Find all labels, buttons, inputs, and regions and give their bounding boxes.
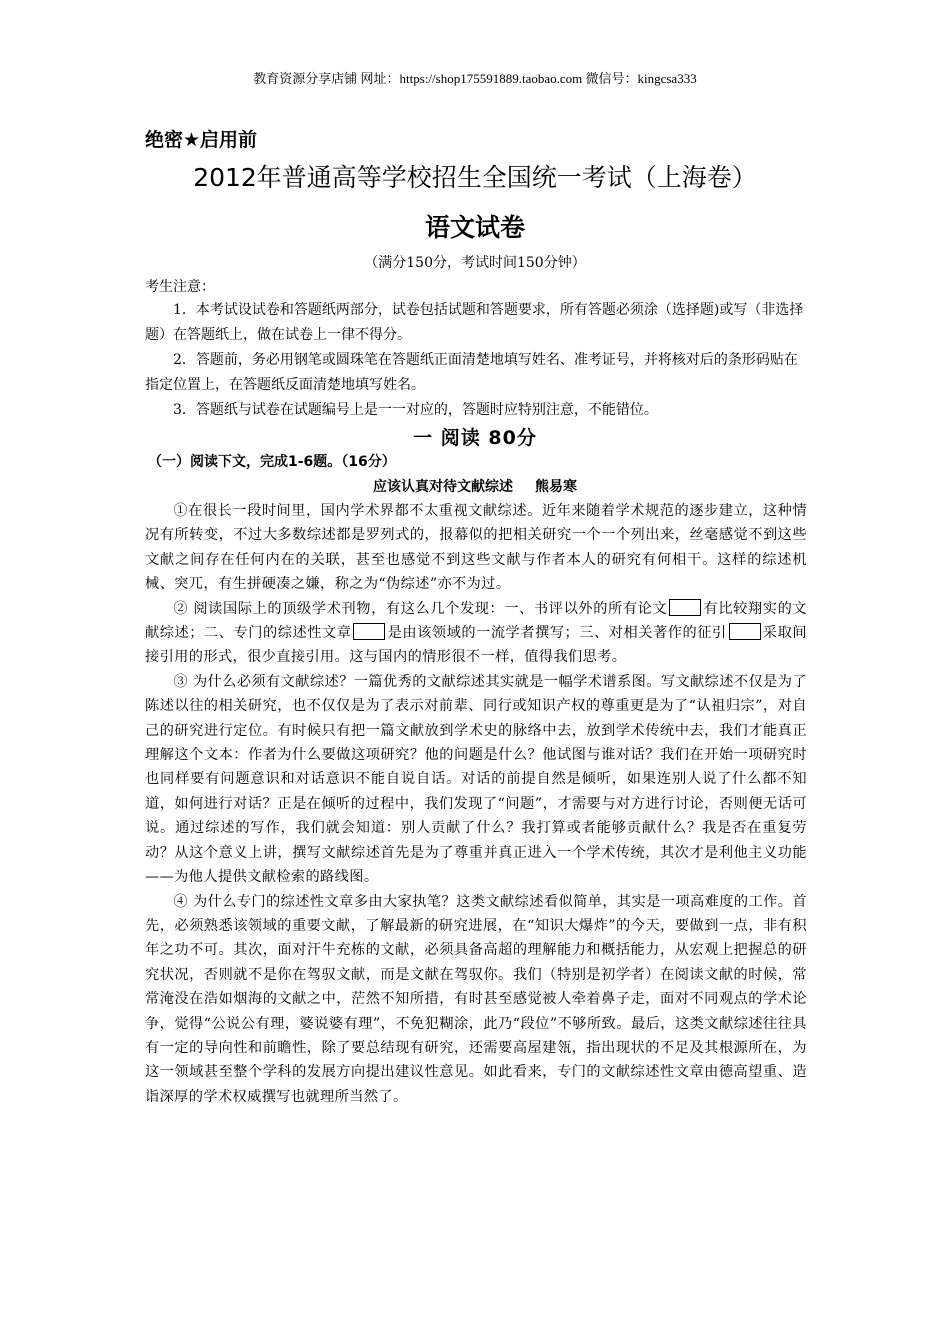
article-heading	[0, 476, 950, 496]
exam-title: 2012年普通高等学校招生全国统一考试（上海卷）	[193, 163, 757, 192]
article-paragraph-3: ③ 为什么必须有文献综述？一篇优秀的文献综述其实就是一幅学术谱系图。写文献综述不仅是为了陈述以往的相关研究，也不仅仅是为了表示对前辈、同行或知识产权的尊重更是为了“认祖归宗”，对自己的研究进行定位。有时候只有把一篇文献放到学术史的脉络中去，放到学术传统中去，我们才能真正理解这个文本：作者为什么要做这项研究？他的问题是什么？他试图与谁对话？我们在开始一项研究时也同样要有问题意识和对话意识不能自说自话。对话的前提自然是倾听，如果连别人说了什么都不知道，如何进行对话？正是在倾听的过程中，我们发现了“问题”，才需要与对方进行讨论，否则便无话可说。通过综述的写作，我们就会知道：别人贡献了什么？我打算或者能够贡献什么？我是否在重复劳动？从这个意义上讲，撰写文献综述首先是为了尊重并真正进入一个学术传统，其次才是利他主义功能——为他人提供文献检索的路线图。	[145, 673, 807, 886]
article-paragraph-1: ①在很长一段时间里，国内学术界都不太重视文献综述。近年来随着学术规范的逐步建立，这种情况有所转变，不过大多数综述都是罗列式的，报幕似的把相关研究一个一个列出来，丝毫感觉不到这些文献之间存在任何内在的关联，甚至也感觉不到这些文献与作者本人的研究有何相干。这样的综述机械、突兀，有生拼硬凑之嫌，称之为“伪综述”亦不为过。	[145, 503, 807, 593]
article-author: 熊易寒	[535, 479, 577, 495]
secret-mark: 绝密★启用前	[145, 129, 258, 151]
section-title: 一 阅读 80分	[413, 427, 537, 449]
fill-blank-2	[353, 623, 385, 640]
notice-list	[145, 298, 807, 423]
p2-text-d: 采取间接引用的形式，很少直接引用。这与国内的情形很不一样，值得我们思考。	[145, 625, 808, 666]
article-title: 应该认真对待文献综述	[373, 479, 513, 495]
p2-text-a: ② 阅读国际上的顶级学术刊物，有这么几个发现：一、书评以外的所有论文	[173, 600, 668, 617]
score-note: （满分150分，考试时间150分钟）	[364, 255, 586, 271]
fill-blank-1	[669, 599, 701, 616]
shop-header: 教育资源分享店铺 网址：https://shop175591889.taobao.com 微信号：kingcsa333	[253, 71, 697, 86]
article-paragraph-4: ④ 为什么专门的综述性文章多由大家执笔？这类文献综述看似简单，其实是一项高难度的工作。首先，必须熟悉该领域的重要文献，了解最新的研究进展，在“知识大爆炸”的今天，要做到一点，非有积年之功不可。其次，面对汗牛充栋的文献，必须具备高超的理解能力和概括能力，从宏观上把握总的研究状况，否则就不是你在驾驭文献，而是文献在驾驭你。我们（特别是初学者）在阅读文献的时候，常常淹没在浩如烟海的文献之中，茫然不知所措，有时甚至感觉被人牵着鼻子走，面对不同观点的学术论争，觉得“公说公有理，婆说婆有理”，不免犯糊涂，此乃“段位”不够所致。最后，这类文献综述往往具有一定的导向性和前瞻性，除了要总结现有研究，还需要高屋建瓴，指出现状的不足及其根源所在，为这一领域甚至整个学科的发展方向提出建议性意见。如此看来，专门的文献综述性文章由德高望重、造诣深厚的学术权威撰写也就理所当然了。	[145, 893, 807, 1105]
notice-item: 1．本考试设试卷和答题纸两部分，试卷包括试题和答题要求，所有答题必须涂（选择题)或写（非选择题）在答题纸上，做在试卷上一律不得分。	[145, 302, 804, 343]
fill-blank-3	[729, 623, 761, 640]
p2-text-c: 是由该领域的一流学者撰写；三、对相关著作的征引	[387, 625, 727, 642]
article-body	[145, 499, 807, 1109]
article-paragraph-2	[145, 597, 807, 670]
part-title: （一）阅读下文，完成1-6题。（16分）	[148, 454, 396, 470]
notice-item: 2．答题前，务必用钢笔或圆珠笔在答题纸正面清楚地填写姓名、准考证号，并将核对后的条形码贴在指定位置上，在答题纸反面清楚地填写姓名。	[145, 352, 798, 393]
exam-subtitle: 语文试卷	[424, 213, 525, 242]
notice-heading: 考生注意：	[145, 279, 215, 295]
notice-item: 3．答题纸与试卷在试题编号上是一一对应的，答题时应特别注意，不能错位。	[173, 402, 658, 418]
p2-text-b: 有比较翔实的文献综述；二、专门的综述性文章	[145, 600, 807, 642]
